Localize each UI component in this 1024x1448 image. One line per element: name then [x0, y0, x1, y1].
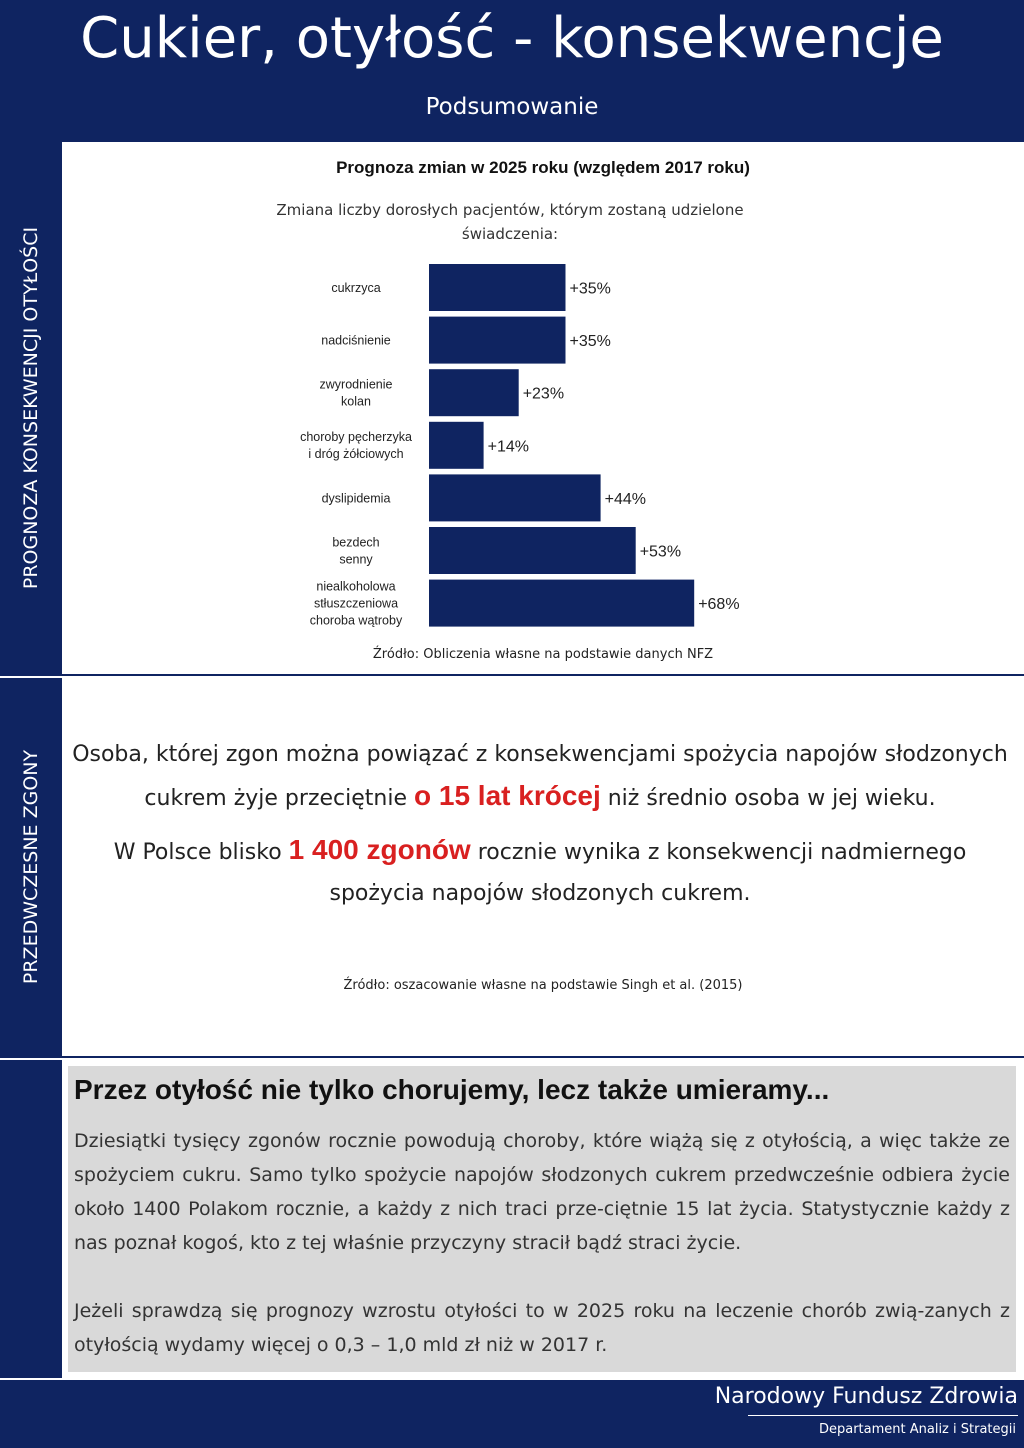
bar	[429, 474, 601, 521]
bar-value-label: +68%	[698, 596, 740, 614]
deaths-paragraph-1	[70, 734, 1010, 819]
deaths-text	[70, 734, 1010, 914]
summary-paragraph-1: Dziesiątki tysięcy zgonów rocznie powodują choroby, które wiążą się z otyłością, a więc także ze spożyciem cukru. Samo tylko spożycie napojów słodzonych cukrem przedwcześnie odbiera życie około 1400 Polakom rocznie, a każdy z nich traci prze-ciętnie 15 lat życia. Statystycznie każdy z nas poznał kogoś, kto z tej właśnie przyczyny stracił bądź straci życie.	[74, 1130, 1010, 1254]
category-label: nadciśnienie	[321, 333, 391, 348]
text-span: niż średnio osoba w jej wieku.	[600, 786, 936, 811]
bar-value-label: +35%	[569, 280, 611, 298]
section-label-forecast: PROGNOZA KONSEKWENCJI OTYŁOŚCI	[20, 226, 42, 590]
bar	[429, 317, 566, 364]
deaths-source: Źródło: oszacowanie własne na podstawie Singh et al. (2015)	[343, 978, 743, 993]
page-footer	[0, 1380, 1024, 1448]
bar	[429, 264, 566, 311]
section-divider	[0, 674, 1024, 676]
chart-subtitle: Zmiana liczby dorosłych pacjentów, którym zostaną udzielone świadczenia:	[276, 201, 744, 243]
bar	[429, 580, 694, 627]
highlight-deaths: 1 400 zgonów	[288, 834, 471, 865]
footer-rule	[748, 1415, 1018, 1416]
bar-value-label: +53%	[639, 543, 682, 561]
page-title: Cukier, otyłość - konsekwencje	[80, 6, 944, 71]
text-span: Osoba, której zgon można powiązać z konsekwencjami spożycia napojów słodzonych cukrem żyje przeciętnie	[72, 742, 1008, 811]
section-band-deaths	[0, 678, 62, 1056]
footer-department: Departament Analiz i Strategii	[818, 1422, 1016, 1437]
bar-value-label: +14%	[487, 438, 529, 456]
bar-value-label: +35%	[569, 333, 611, 351]
text-span: rocznie wynika z konsekwencji nadmiernego spożycia napojów słodzonych cukrem.	[329, 840, 967, 906]
section-divider	[0, 1056, 1024, 1058]
chart-title: Prognoza zmian w 2025 roku (względem 2017 roku)	[336, 158, 750, 177]
category-label: bezdech senny	[332, 535, 380, 567]
footer-organization: Narodowy Fundusz Zdrowia	[714, 1384, 1018, 1409]
chart-source: Źródło: Obliczenia własne na podstawie danych NFZ	[372, 647, 714, 662]
category-label: niealkoholowa stłuszczeniowa choroba wątroby	[309, 579, 403, 628]
category-label: cukrzyca	[331, 280, 381, 295]
text-span: W Polsce blisko	[113, 840, 289, 865]
bar-value-label: +44%	[604, 490, 646, 508]
deaths-paragraph-2	[70, 829, 1010, 914]
page-subtitle: Podsumowanie	[425, 94, 599, 120]
summary-box	[68, 1066, 1016, 1372]
highlight-years: o 15 lat krócej	[413, 780, 601, 811]
bar-chart	[62, 250, 1024, 640]
section-band-forecast	[0, 142, 62, 674]
summary-paragraph-2: Jeżeli sprawdzą się prognozy wzrostu otyłości to w 2025 roku na leczenie chorób zwią-zanych z otyłością wydamy więcej o 0,3 – 1,0 mld zł niż w 2017 r.	[74, 1300, 1010, 1356]
category-label: choroby pęcherzyka i dróg żółciowych	[300, 430, 412, 462]
bar-value-label: +23%	[522, 385, 565, 403]
category-label: zwyrodnienie kolan	[319, 377, 393, 409]
bar	[429, 422, 484, 469]
summary-title: Przez otyłość nie tylko chorujemy, lecz także umieramy...	[74, 1074, 830, 1105]
bar	[429, 369, 519, 416]
page-header	[0, 0, 1024, 142]
category-label: dyslipidemia	[321, 491, 391, 506]
bar	[429, 527, 636, 574]
section-band-summary	[0, 1060, 62, 1378]
section-label-deaths: PRZEDWCZESNE ZGONY	[20, 749, 42, 985]
